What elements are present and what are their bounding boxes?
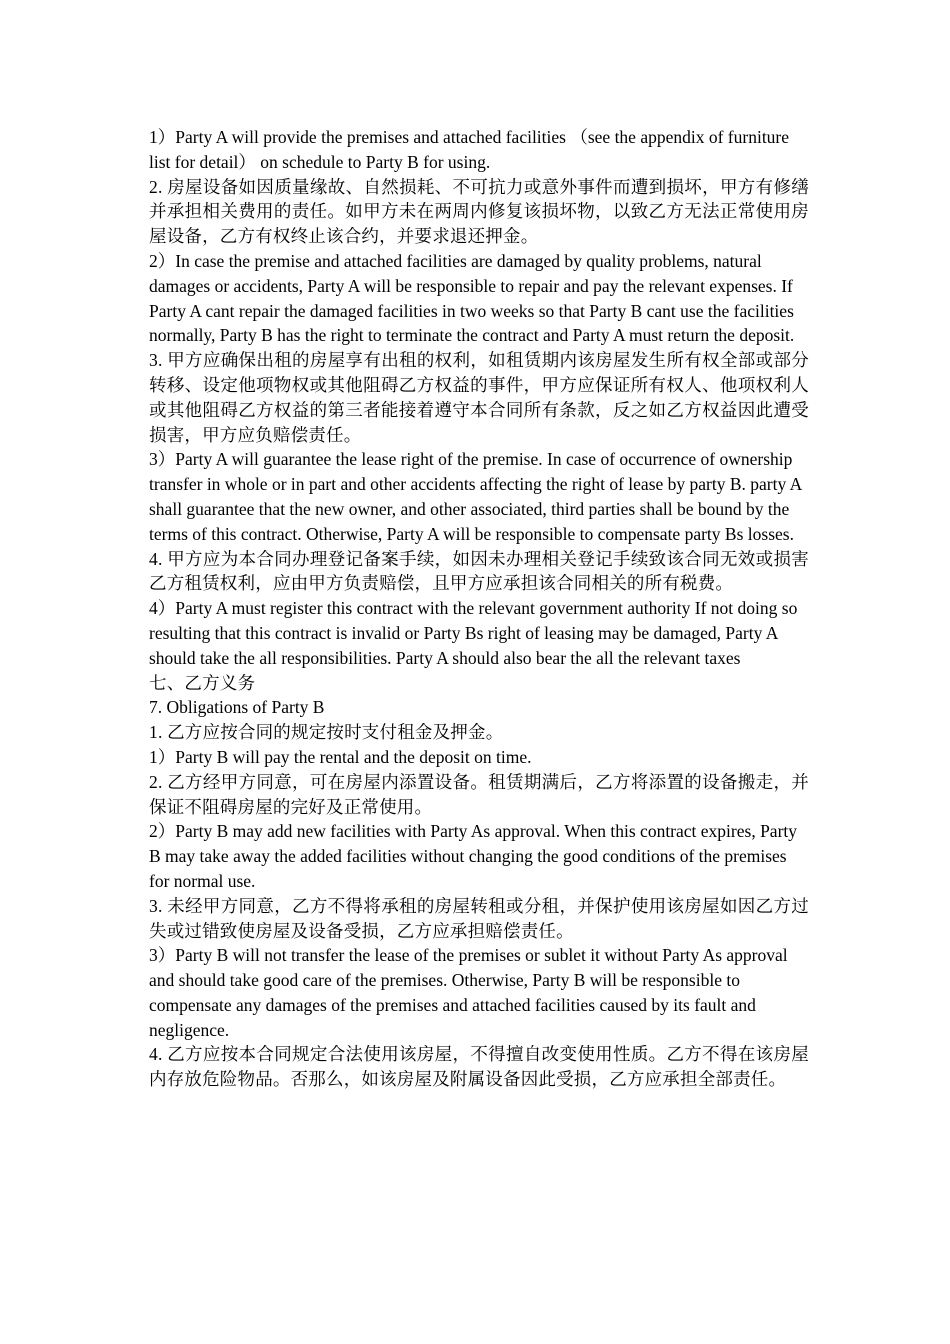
- clause-b1-en: 1）Party B will pay the rental and the deposit on time.: [149, 746, 532, 767]
- clause-a2-en: 2）In case the premise and attached facilities are damaged by quality problems, natural damages or accidents, Party A will be responsible to repair and pay the relevant expenses. If Party A cant repair the damaged facilities in two weeks so that Party B cant use the facilities normally, Party B has the right to terminate the contract and Party A must return the deposit.: [149, 250, 795, 346]
- clause-b2-zh: 2. 乙方经甲方同意，可在房屋内添置设备。租赁期满后，乙方将添置的设备搬走，并保证不阻碍房屋的完好及正常使用。: [149, 771, 809, 817]
- clause-a3-zh: 3. 甲方应确保出租的房屋享有出租的权利，如租赁期内该房屋发生所有权全部或部分转移、设定他项物权或其他阻碍乙方权益的事件，甲方应保证所有权人、他项权利人或其他阻碍乙方权益的第三者能接着遵守本合同所有条款，反之如乙方权益因此遭受损害，甲方应负赔偿责任。: [149, 350, 809, 445]
- clause-a2-zh: 2. 房屋设备如因质量缘故、自然损耗、不可抗力或意外事件而遭到损坏，甲方有修缮并承担相关费用的责任。如甲方未在两周内修复该损坏物，以致乙方无法正常使用房屋设备，乙方有权终止该合约，并要求退还押金。: [149, 176, 809, 247]
- clause-b2-en: 2）Party B may add new facilities with Party As approval. When this contract expires, Party B may take away the added facilities without changing the good conditions of the premises for normal use.: [149, 821, 798, 891]
- clause-b3-zh: 3. 未经甲方同意，乙方不得将承租的房屋转租或分租，并保护使用该房屋如因乙方过失或过错致使房屋及设备受损，乙方应承担赔偿责任。: [149, 895, 809, 941]
- clause-a4-en: 4）Party A must register this contract with the relevant government authority If not doing so resulting that this contract is invalid or Party Bs right of leasing may be damaged, Party A should take the all responsibilities. Party A should also bear the all the relevant taxes: [149, 598, 798, 668]
- clause-b3-en: 3）Party B will not transfer the lease of the premises or sublet it without Party As approval and should take good care of the premises. Otherwise, Party B will be responsible to compensate any damages of the premises and attached facilities caused by its fault and negligence.: [149, 945, 788, 1040]
- section-heading-zh: 七、乙方义务: [149, 672, 256, 693]
- clause-a1-en: 1）Party A will provide the premises and attached facilities （see the appendix of furniture list for detail） on schedule to Party B for using.: [149, 127, 790, 172]
- clause-b4-zh: 4. 乙方应按本合同规定合法使用该房屋，不得擅自改变使用性质。乙方不得在该房屋内存放危险物品。否那么，如该房屋及附属设备因此受损，乙方应承担全部责任。: [149, 1044, 809, 1090]
- clause-a3-en: 3）Party A will guarantee the lease right of the premise. In case of occurrence of ownership transfer in whole or in part and other accidents affecting the right of lease by party B. party A shall guarantee that the new owner, and other associated, third parties shall be bound by the terms of this contract. Otherwise, Party A will be responsible to compensate party Bs losses.: [149, 449, 802, 544]
- clause-a4-zh: 4. 甲方应为本合同办理登记备案手续，如因未办理相关登记手续致该合同无效或损害乙方租赁权利，应由甲方负责赔偿，且甲方应承担该合同相关的所有税费。: [149, 548, 809, 594]
- document-body: [149, 125, 809, 1092]
- section-heading-en: 7. Obligations of Party B: [149, 697, 325, 718]
- clause-b1-zh: 1. 乙方应按合同的规定按时支付租金及押金。: [149, 722, 504, 743]
